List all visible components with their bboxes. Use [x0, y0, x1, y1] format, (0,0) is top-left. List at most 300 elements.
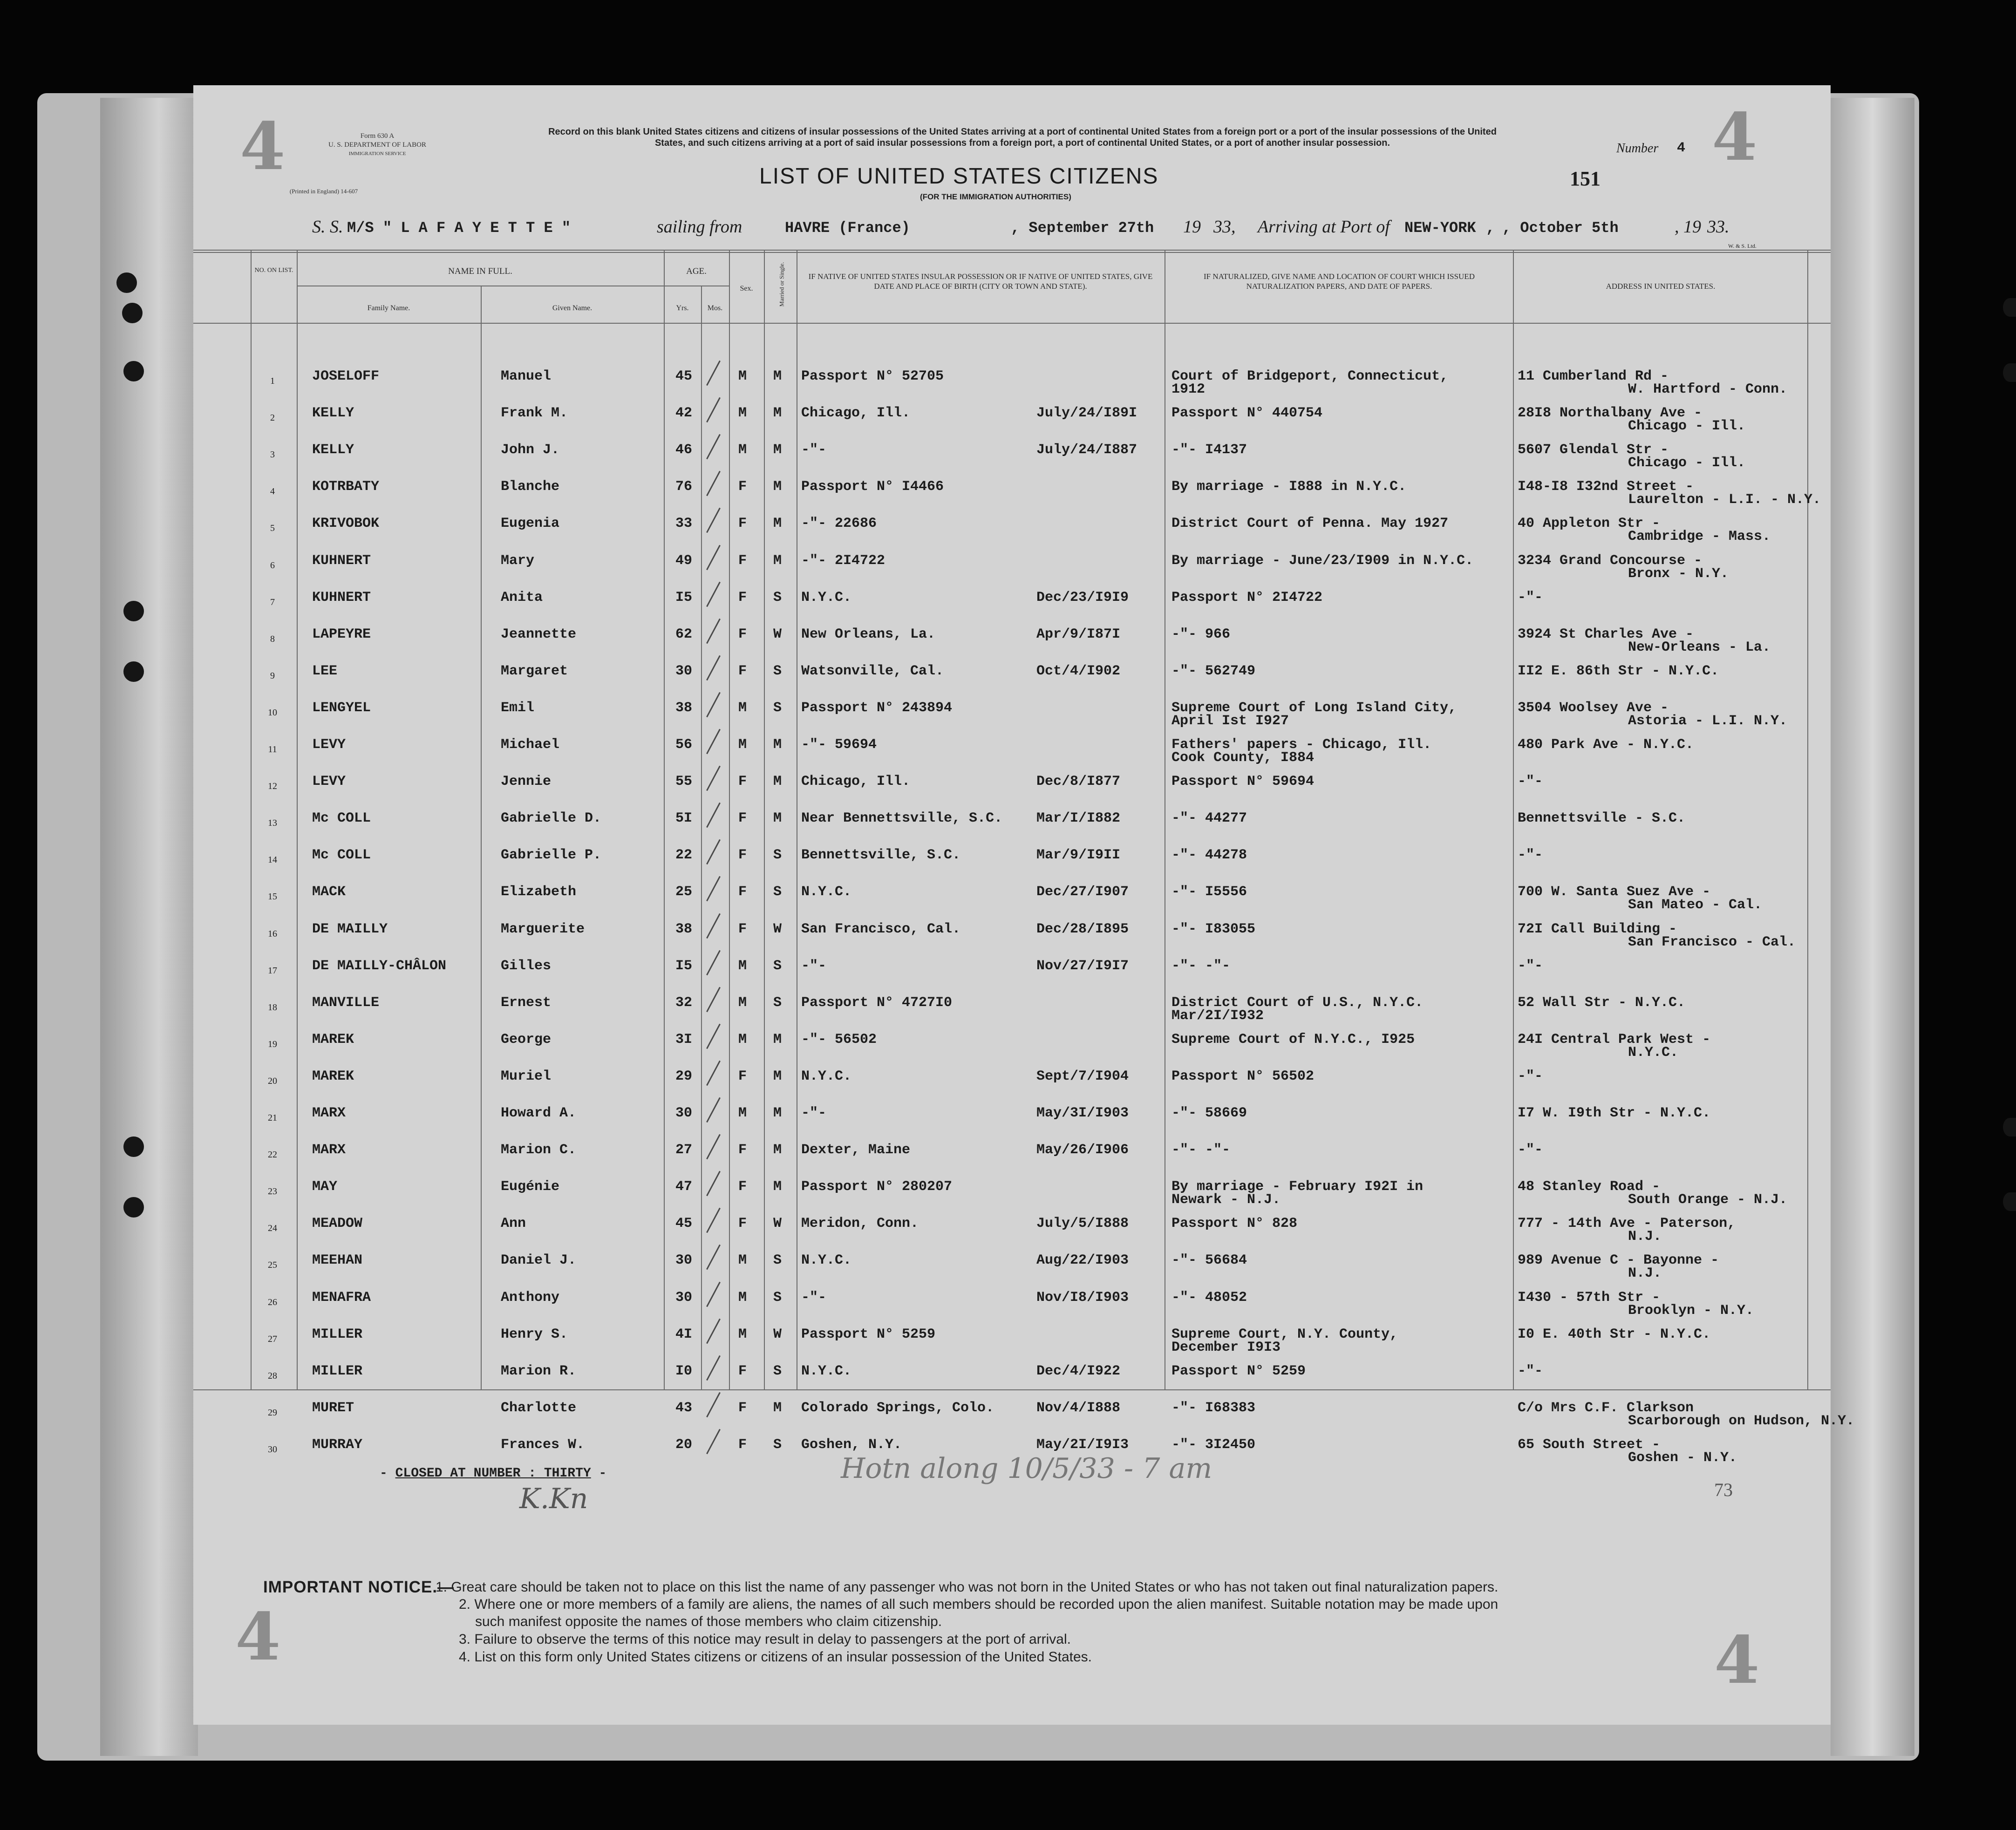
family-name: MAREK — [312, 1032, 354, 1048]
punch-hole — [116, 272, 137, 293]
family-name: MARX — [312, 1105, 346, 1121]
table-row — [193, 591, 1831, 627]
birth-date: Oct/4/I902 — [1036, 663, 1121, 679]
sex: F — [738, 847, 747, 863]
important-notice-line: such manifest opposite the names of those members who claim citizenship. — [475, 1614, 942, 1629]
given-name: Margaret — [501, 663, 568, 679]
family-name: LEVY — [312, 774, 346, 789]
manifest-sheet — [193, 85, 1855, 1725]
age-years: 45 — [675, 368, 693, 384]
naturalization-line1: District Court of Penna. May 1927 — [1171, 516, 1449, 531]
birth-place: -"- — [801, 1290, 827, 1306]
address-line1: Bennettsville - S.C. — [1518, 810, 1686, 826]
family-name: MANVILLE — [312, 995, 380, 1011]
address-line2: Laurelton - L.I. - N.Y. — [1628, 492, 1821, 508]
address-line1: 3504 Woolsey Ave - — [1518, 700, 1669, 716]
family-name: MACK — [312, 884, 346, 900]
naturalization-line1: -"- I5556 — [1171, 884, 1247, 900]
table-row — [193, 406, 1831, 443]
family-name: MURRAY — [312, 1437, 363, 1453]
row-number: 29 — [268, 1408, 277, 1418]
birth-place: Dexter, Maine — [801, 1142, 911, 1158]
age-years: 29 — [675, 1068, 693, 1084]
birth-place: Chicago, Ill. — [801, 774, 911, 789]
age-years: 42 — [675, 405, 693, 421]
address-line1: 72I Call Building - — [1518, 921, 1677, 937]
arrival-date: , October 5th — [1502, 219, 1619, 237]
address-line1: I7 W. I9th Str - N.Y.C. — [1518, 1105, 1711, 1121]
address-line2: W. Hartford - Conn. — [1628, 381, 1788, 397]
birth-place: Passport N° 52705 — [801, 368, 944, 384]
given-name: Marion C. — [501, 1142, 577, 1158]
age-years: 43 — [675, 1400, 693, 1416]
sex: F — [738, 884, 747, 900]
table-row — [193, 811, 1831, 848]
departure-date: , September 27th — [1011, 219, 1154, 237]
punch-hole — [123, 1197, 144, 1218]
table-top-rule — [193, 250, 1831, 251]
table-row — [193, 664, 1831, 701]
handwritten-initials: K.Kn — [519, 1483, 588, 1515]
year-prefix: 19 — [1183, 217, 1201, 237]
birth-place: Goshen, N.Y. — [801, 1437, 902, 1453]
birth-place: -"- — [801, 1105, 827, 1121]
naturalization-line1: Court of Bridgeport, Connecticut, — [1171, 368, 1449, 384]
married-single: M — [773, 479, 782, 495]
naturalization-line1: -"- 58669 — [1171, 1105, 1247, 1121]
family-name: MENAFRA — [312, 1290, 371, 1306]
given-name: Mary — [501, 553, 535, 569]
form-number-block — [300, 132, 454, 158]
punch-hole — [123, 601, 144, 621]
birth-date: May/26/I906 — [1036, 1142, 1129, 1158]
table-row — [193, 517, 1831, 553]
address-line1: -"- — [1518, 774, 1543, 789]
naturalization-line1: Supreme Court of Long Island City, — [1171, 700, 1457, 716]
port-from: HAVRE (France) — [785, 219, 910, 237]
married-single: M — [773, 1179, 782, 1195]
table-row — [193, 480, 1831, 517]
vessel-name: M/S " L A F A Y E T T E " — [347, 219, 571, 237]
sex: F — [738, 1216, 747, 1231]
table-row — [193, 1327, 1831, 1364]
birth-date: July/5/I888 — [1036, 1216, 1129, 1231]
birth-place: San Francisco, Cal. — [801, 921, 961, 937]
birth-date: Dec/28/I895 — [1036, 921, 1129, 937]
age-years: 20 — [675, 1437, 693, 1453]
handwritten-note: Hotn along 10/5/33 - 7 am — [841, 1452, 1212, 1485]
sex: F — [738, 1142, 747, 1158]
naturalization-line1: District Court of U.S., N.Y.C. — [1171, 995, 1423, 1011]
naturalization-line1: -"- 44278 — [1171, 847, 1247, 863]
given-name: Henry S. — [501, 1327, 568, 1342]
given-name: Frances W. — [501, 1437, 585, 1453]
naturalization-line1: -"- -"- — [1171, 958, 1231, 974]
naturalization-line1: Passport N° 56502 — [1171, 1068, 1314, 1084]
birth-date: Mar/I/I882 — [1036, 810, 1121, 826]
given-name: Gabrielle P. — [501, 847, 602, 863]
address-line2: South Orange - N.J. — [1628, 1192, 1788, 1208]
birth-place: Passport N° 4727I0 — [801, 995, 953, 1011]
address-line2: New-Orleans - La. — [1628, 639, 1771, 655]
naturalization-line2: December I9I3 — [1171, 1340, 1281, 1355]
age-years: 55 — [675, 774, 693, 789]
row-number: 28 — [268, 1371, 277, 1381]
year-suffix: 33, — [1213, 217, 1236, 237]
sex: M — [738, 958, 747, 974]
sex: M — [738, 405, 747, 421]
birth-date: Dec/23/I9I9 — [1036, 590, 1129, 605]
age-years: 49 — [675, 553, 693, 569]
family-name: JOSELOFF — [312, 368, 380, 384]
sex: F — [738, 479, 747, 495]
address-line1: 700 W. Santa Suez Ave - — [1518, 884, 1711, 900]
birth-date: Apr/9/I87I — [1036, 626, 1121, 642]
sex: M — [738, 1032, 747, 1048]
address-line1: 3234 Grand Concourse - — [1518, 553, 1703, 569]
sex: F — [738, 921, 747, 937]
naturalization-line1: -"- 3I2450 — [1171, 1437, 1256, 1453]
birth-place: Meridon, Conn. — [801, 1216, 919, 1231]
birth-date: May/3I/I903 — [1036, 1105, 1129, 1121]
row-number: 25 — [268, 1260, 277, 1270]
age-years: 5I — [675, 810, 693, 826]
table-row — [193, 369, 1831, 406]
age-years: 33 — [675, 516, 693, 531]
family-name: DE MAILLY — [312, 921, 388, 937]
age-years: 56 — [675, 737, 693, 753]
given-name: Gabrielle D. — [501, 810, 602, 826]
address-line1: I0 E. 40th Str - N.Y.C. — [1518, 1327, 1711, 1342]
married-single: S — [773, 663, 782, 679]
address-line1: 52 Wall Str - N.Y.C. — [1518, 995, 1686, 1011]
table-row — [193, 1364, 1831, 1401]
age-years: 45 — [675, 1216, 693, 1231]
age-years: I0 — [675, 1363, 693, 1379]
married-single: M — [773, 737, 782, 753]
table-row — [193, 1069, 1831, 1106]
given-name: Howard A. — [501, 1105, 577, 1121]
birth-date: Nov/4/I888 — [1036, 1400, 1121, 1416]
address-line1: -"- — [1518, 1068, 1543, 1084]
married-single: M — [773, 1068, 782, 1084]
naturalization-line2: April Ist I927 — [1171, 713, 1289, 729]
corner-mark: 4 — [240, 109, 286, 185]
address-line1: 28I8 Northalbany Ave - — [1518, 405, 1703, 421]
row-number: 12 — [268, 781, 277, 791]
given-name: Manuel — [501, 368, 552, 384]
binder-spine-left — [100, 98, 198, 1756]
married-single: W — [773, 921, 782, 937]
birth-place: Colorado Springs, Colo. — [801, 1400, 994, 1416]
arriving-label: Arriving at Port of — [1258, 217, 1390, 237]
address-line2: N.J. — [1628, 1265, 1662, 1281]
naturalization-line1: -"- I68383 — [1171, 1400, 1256, 1416]
family-name: KUHNERT — [312, 590, 371, 605]
naturalization-line1: Passport N° 828 — [1171, 1216, 1298, 1231]
sex: F — [738, 553, 747, 569]
sex: M — [738, 442, 747, 458]
service-name: IMMIGRATION SERVICE — [348, 151, 406, 156]
table-row — [193, 1033, 1831, 1069]
address-line2: Chicago - Ill. — [1628, 418, 1746, 434]
given-name: Marion R. — [501, 1363, 577, 1379]
married-single: S — [773, 1363, 782, 1379]
address-line1: I48-I8 I32nd Street - — [1518, 479, 1694, 495]
address-line2: Cambridge - Mass. — [1628, 529, 1771, 544]
address-line2: Chicago - Ill. — [1628, 455, 1746, 471]
married-single: M — [773, 774, 782, 789]
married-single: M — [773, 405, 782, 421]
given-name: Anthony — [501, 1290, 560, 1306]
married-single: S — [773, 1290, 782, 1306]
given-name: Blanche — [501, 479, 560, 495]
row-number: 16 — [268, 929, 277, 939]
naturalization-line1: -"- 44277 — [1171, 810, 1247, 826]
naturalization-line2: Newark - N.J. — [1171, 1192, 1281, 1208]
header-married-single: Married or Single. — [778, 262, 785, 307]
birth-date: Mar/9/I9II — [1036, 847, 1121, 863]
table-row — [193, 443, 1831, 480]
family-name: Mc COLL — [312, 810, 371, 826]
birth-date: Dec/4/I922 — [1036, 1363, 1121, 1379]
age-years: 22 — [675, 847, 693, 863]
married-single: M — [773, 368, 782, 384]
row-number: 10 — [268, 708, 277, 718]
birth-place: N.Y.C. — [801, 1252, 852, 1268]
naturalization-line1: Fathers' papers - Chicago, Ill. — [1171, 737, 1432, 753]
sex: M — [738, 1105, 747, 1121]
row-number: 13 — [268, 818, 277, 828]
married-single: W — [773, 1216, 782, 1231]
ss-label: S. S. — [312, 217, 343, 237]
birth-place: -"- — [801, 442, 827, 458]
sex: F — [738, 810, 747, 826]
age-years: 30 — [675, 663, 693, 679]
birth-date: Dec/27/I907 — [1036, 884, 1129, 900]
row-number: 21 — [268, 1113, 277, 1123]
family-name: LEVY — [312, 737, 346, 753]
table-row — [193, 848, 1831, 885]
important-notice-title: IMPORTANT NOTICE.— — [263, 1578, 455, 1596]
header-birth: IF NATIVE OF UNITED STATES INSULAR POSSESSION OR IF NATIVE OF UNITED STATES, GIVE DATE AND PLACE OF BIRTH (CITY OR TOWN AND STATE). — [808, 272, 1153, 291]
married-single: W — [773, 1327, 782, 1342]
birth-place: N.Y.C. — [801, 1068, 852, 1084]
table-row — [193, 775, 1831, 811]
given-name: Eugenia — [501, 516, 560, 531]
table-row — [193, 959, 1831, 996]
married-single: M — [773, 442, 782, 458]
sex: F — [738, 1179, 747, 1195]
family-name: MILLER — [312, 1327, 363, 1342]
birth-place: Passport N° 280207 — [801, 1179, 953, 1195]
header-given: Given Name. — [552, 304, 593, 312]
address-line1: II2 E. 86th Str - N.Y.C. — [1518, 663, 1719, 679]
address-line1: 777 - 14th Ave - Paterson, — [1518, 1216, 1736, 1231]
sex: F — [738, 663, 747, 679]
birth-place: Passport N° 243894 — [801, 700, 953, 716]
birth-place: Passport N° I4466 — [801, 479, 944, 495]
sheet-stamp: 73 — [1714, 1479, 1733, 1500]
age-years: 38 — [675, 700, 693, 716]
corner-mark: 4 — [1712, 99, 1757, 176]
header-sex: Sex. — [740, 285, 753, 293]
address-line2: Goshen - N.Y. — [1628, 1450, 1737, 1466]
given-name: Muriel — [501, 1068, 552, 1084]
given-name: Jennie — [501, 774, 552, 789]
header-mos: Mos. — [707, 304, 723, 312]
age-years: 30 — [675, 1252, 693, 1268]
closed-suffix: - — [591, 1466, 607, 1481]
row-number: 23 — [268, 1186, 277, 1197]
table-row — [193, 1400, 1855, 1438]
address-line1: 11 Cumberland Rd - — [1518, 368, 1669, 384]
sex: F — [738, 626, 747, 642]
given-name: Jeannette — [501, 626, 577, 642]
family-name: Mc COLL — [312, 847, 371, 863]
address-line2: San Mateo - Cal. — [1628, 897, 1763, 913]
page-number: 151 — [1570, 167, 1601, 190]
address-line1: 48 Stanley Road - — [1518, 1179, 1661, 1195]
given-name: Michael — [501, 737, 560, 753]
row-number: 4 — [270, 486, 275, 497]
closed-notice — [380, 1466, 606, 1481]
table-row — [193, 1253, 1831, 1290]
instruction-text: Record on this blank United States citizens and citizens of insular possessions of the United States arriving at a port of continental United States from a foreign port or a port of the insular possessions of the United States, and such citizens arriving at a port of said insular possessions from a foreign port, a port of continental United States, or a port of another insular possession. — [548, 127, 1497, 148]
number-value: 4 — [1677, 140, 1686, 156]
row-number: 20 — [268, 1076, 277, 1086]
sex: M — [738, 368, 747, 384]
naturalization-line1: Passport N° 5259 — [1171, 1363, 1306, 1379]
table-row — [193, 1291, 1831, 1327]
birth-date: July/24/I89I — [1036, 405, 1137, 421]
corner-mark: 4 — [235, 1599, 281, 1675]
sex: F — [738, 590, 747, 605]
family-name: KELLY — [312, 442, 354, 458]
address-line1: -"- — [1518, 1142, 1543, 1158]
age-years: 38 — [675, 921, 693, 937]
birth-date: Dec/8/I877 — [1036, 774, 1121, 789]
birth-place: N.Y.C. — [801, 884, 852, 900]
birth-place: N.Y.C. — [801, 590, 852, 605]
birth-date: Nov/27/I9I7 — [1036, 958, 1129, 974]
given-name: John J. — [501, 442, 560, 458]
address-line1: 480 Park Ave - N.Y.C. — [1518, 737, 1694, 753]
naturalization-line1: -"- I83055 — [1171, 921, 1256, 937]
address-line1: I430 - 57th Str - — [1518, 1290, 1661, 1306]
row-number: 1 — [270, 376, 275, 386]
table-row — [193, 1180, 1831, 1217]
naturalization-line1: Supreme Court of N.Y.C., I925 — [1171, 1032, 1415, 1048]
row-number: 22 — [268, 1150, 277, 1160]
family-name: MILLER — [312, 1363, 363, 1379]
age-years: 46 — [675, 442, 693, 458]
binder-edge-mark — [2003, 1192, 2016, 1211]
naturalization-line1: By marriage - I888 in N.Y.C. — [1171, 479, 1407, 495]
naturalization-line1: -"- 562749 — [1171, 663, 1256, 679]
sex: F — [738, 1068, 747, 1084]
address-line2: Bronx - N.Y. — [1628, 566, 1729, 582]
given-name: Charlotte — [501, 1400, 577, 1416]
punch-hole — [123, 1136, 144, 1157]
row-number: 2 — [270, 413, 275, 423]
age-years: 25 — [675, 884, 693, 900]
binder-edge-mark — [2003, 298, 2016, 317]
address-line1: 24I Central Park West - — [1518, 1032, 1711, 1048]
row-number: 15 — [268, 891, 277, 902]
address-line1: -"- — [1518, 590, 1543, 605]
sex: F — [738, 774, 747, 789]
naturalization-line1: Passport N° 2I4722 — [1171, 590, 1323, 605]
given-name: Marguerite — [501, 921, 585, 937]
married-single: W — [773, 626, 782, 642]
sailing-label: sailing from — [657, 217, 742, 237]
family-name: LAPEYRE — [312, 626, 371, 642]
given-name: Emil — [501, 700, 535, 716]
age-years: 27 — [675, 1142, 693, 1158]
sex: F — [738, 1363, 747, 1379]
address-line1: 65 South Street - — [1518, 1437, 1661, 1453]
sex: F — [738, 516, 747, 531]
address-line1: 5607 Glendal Str - — [1518, 442, 1669, 458]
family-name: MEEHAN — [312, 1252, 363, 1268]
check-mark — [706, 361, 721, 386]
married-single: M — [773, 1400, 782, 1416]
table-row — [193, 1106, 1831, 1143]
important-notice-line: 2. Where one or more members of a family are aliens, the names of all such members should be recorded upon the alien manifest. Suitable notation may be made upon — [459, 1597, 1498, 1612]
row-number: 3 — [270, 449, 275, 460]
row-number: 8 — [270, 634, 275, 644]
age-years: 3I — [675, 1032, 693, 1048]
naturalization-line2: Cook County, I884 — [1171, 750, 1314, 766]
row-number: 11 — [268, 744, 277, 755]
married-single: M — [773, 553, 782, 569]
family-name: MARX — [312, 1142, 346, 1158]
naturalization-line1: Passport N° 59694 — [1171, 774, 1314, 789]
married-single: S — [773, 700, 782, 716]
department-name: U. S. DEPARTMENT OF LABOR — [328, 141, 426, 149]
address-line2: Astoria - L.I. N.Y. — [1628, 713, 1788, 729]
birth-place: -"- 59694 — [801, 737, 877, 753]
arrival-year-suffix: 33. — [1707, 217, 1730, 237]
given-name: George — [501, 1032, 552, 1048]
table-row — [193, 1143, 1831, 1180]
row-number: 5 — [270, 523, 275, 533]
port-to-separator: , — [1486, 219, 1495, 237]
row-number: 17 — [268, 966, 277, 976]
punch-hole — [122, 303, 143, 323]
birth-place: -"- 56502 — [801, 1032, 877, 1048]
birth-date: Nov/I8/I903 — [1036, 1290, 1129, 1306]
naturalization-line1: -"- 56684 — [1171, 1252, 1247, 1268]
header-no: NO. ON LIST. — [254, 267, 293, 274]
table-top-rule — [193, 252, 1831, 253]
naturalization-line1: -"- I4137 — [1171, 442, 1247, 458]
binder-edge-mark — [2003, 363, 2016, 382]
address-line2: San Francisco - Cal. — [1628, 934, 1796, 950]
table-row — [193, 996, 1831, 1033]
address-line2: N.J. — [1628, 1229, 1662, 1245]
binder-spine-right — [1831, 98, 1914, 1756]
naturalization-line1: By marriage - June/23/I909 in N.Y.C. — [1171, 553, 1474, 569]
birth-place: -"- 2I4722 — [801, 553, 885, 569]
printed-note: (Printed in England) 14-607 — [289, 188, 358, 195]
row-number: 24 — [268, 1223, 277, 1233]
important-notice-line: 4. List on this form only United States citizens or citizens of an insular possession of the United States. — [459, 1649, 1092, 1665]
birth-place: -"- 22686 — [801, 516, 877, 531]
family-name: MEADOW — [312, 1216, 363, 1231]
married-single: S — [773, 884, 782, 900]
